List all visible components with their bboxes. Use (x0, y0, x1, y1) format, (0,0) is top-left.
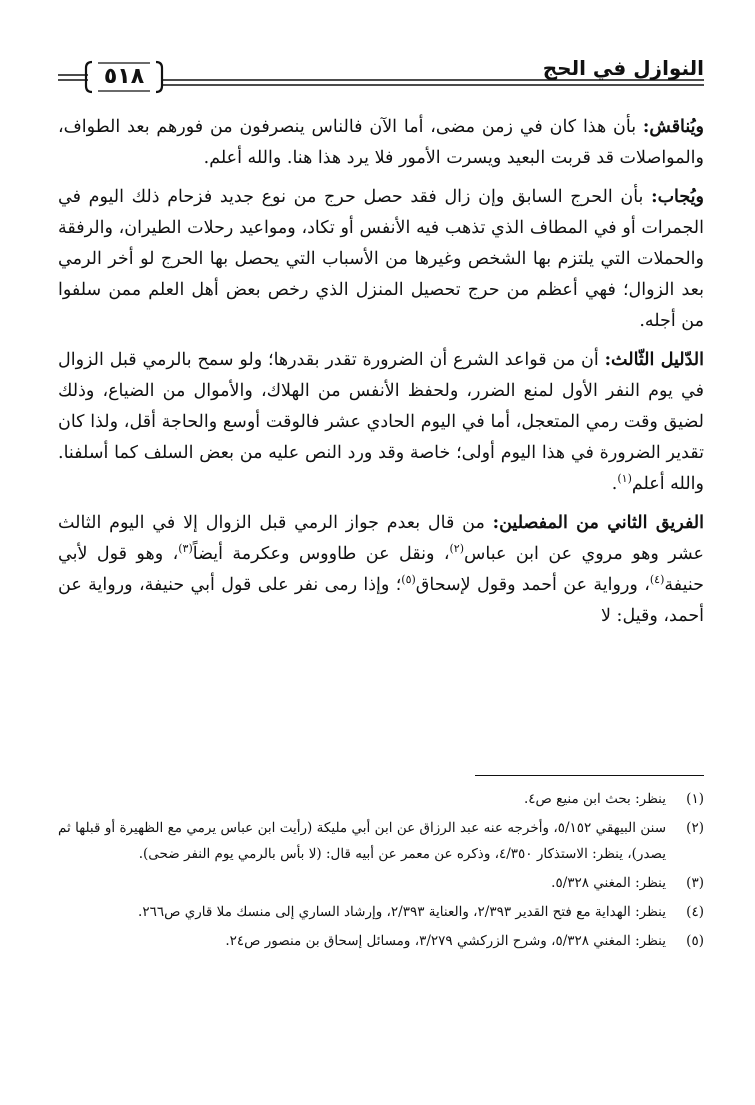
paragraph-lead: ويُناقش: (642, 117, 704, 137)
footnote-item (58, 815, 704, 867)
paragraph-text: بأن هذا كان في زمن مضى، أما الآن فالناس ينصرفون من فورهم بعد الطواف، والمواصلات قد قربت البعيد ويسرت الأمور فلا يرد هذا هنا. والله أعلم. (58, 117, 704, 168)
footnote-reference: (٥) (401, 573, 416, 587)
paragraph-text: ، ورواية عن أحمد وقول لإسحاق (415, 575, 650, 595)
running-title: النوازل في الحج (542, 56, 704, 80)
footnote-item (58, 870, 704, 896)
paragraph-text: ؛ وإذا رمى نفر على قول أبي حنيفة، ورواية عن أحمد، وقيل: لا (58, 575, 704, 626)
footnote-reference: (١) (617, 472, 632, 486)
footnote-text: ينظر: المغني ٥/٣٢٨، وشرح الزركشي ٣/٢٧٩، ومسائل إسحاق بن منصور ص٢٤. (225, 933, 666, 949)
paragraph-lead: الفريق الثاني من المفصلين: (492, 513, 704, 533)
footnote-item (58, 786, 704, 812)
paragraph (58, 112, 704, 174)
footnote-number: (٣) (686, 875, 704, 891)
page-number: ٥١٨ (103, 64, 145, 89)
page-header (58, 50, 704, 100)
paragraph-text: من قال بعدم جواز الرمي قبل الزوال إلا في اليوم الثالث عشر وهو مروي عن ابن عباس (58, 513, 705, 564)
paragraph (58, 345, 704, 500)
footnote-number: (٢) (686, 820, 704, 836)
main-text (58, 112, 704, 640)
paragraph-lead: ويُجاب: (651, 187, 704, 207)
paragraph-text: بأن الحرج السابق وإن زال فقد حصل حرج من نوع جديد فزحام ذلك اليوم في الجمرات أو في المطاف الذي تذهب فيه الأنفس أو تكاد، ومواعيد رحلات الطيران، والرفقة والحملات التي يلتزم بها الشخص وغيرها من الأسباب التي يحصل بها الحرج لو أخر الرمي بعد الزوال؛ فهي أعظم من حرج تحصيل المنزل الذي رخص بعض أهل العلم ممن سلفوا من أجله. (58, 187, 704, 331)
footnote-text: سنن البيهقي ٥/١٥٢، وأخرجه عنه عبد الرزاق عن ابن أبي مليكة (رأيت ابن عباس يرمي مع الظهيرة أو قبلها ثم يصدر)، ينظر: الاستذكار ٤/٣٥٠، وذكره عن معمر عن أبيه قال: (لا بأس بالرمي يوم النفر ضحى). (58, 820, 667, 862)
footnote-reference: (٣) (178, 542, 193, 556)
paragraph-text: . (611, 474, 618, 494)
footnote-item (58, 899, 704, 925)
footnote-text: ينظر: الهداية مع فتح القدير ٢/٣٩٣، والعناية ٢/٣٩٣، وإرشاد الساري إلى منسك ملا قاري ص٢٦٦. (138, 904, 666, 920)
footnote-separator (475, 775, 704, 776)
paragraph-lead: الدّليل الثّالث: (604, 350, 704, 370)
paragraph (58, 182, 704, 337)
paragraph (58, 508, 704, 632)
footnote-reference: (٤) (649, 573, 665, 587)
paragraph-text: ، ونقل عن طاووس وعكرمة أيضاً (192, 544, 450, 564)
footnote-reference: (٢) (449, 542, 464, 556)
footnote-text: ينظر: المغني ٥/٣٢٨. (551, 875, 666, 891)
footnote-number: (١) (686, 791, 704, 807)
footnote-number: (٥) (686, 933, 704, 949)
paragraph-text: أن من قواعد الشرع أن الضرورة تقدر بقدرها؛ ولو سمح بالرمي قبل الزوال في يوم النفر الأول لمنع الضرر، ولحفظ الأنفس من الهلاك، والأموال من الضياع، وذلك لضيق وقت رمي المتعجل، أما في اليوم الحادي عشر فالوقت أوسع والحاجة أقل، ولذا كان تقدير الضرورة في هذا اليوم أولى؛ خاصة وقد ورد النص عليه من بعض السلف كما أسلفنا. والله أعلم (58, 350, 704, 494)
footnote-item (58, 928, 704, 954)
footnote-number: (٤) (686, 904, 704, 920)
paragraph-text: ، وهو قول لأبي حنيفة (58, 544, 704, 595)
footnotes (58, 786, 704, 957)
footnote-text: ينظر: بحث ابن منيع ص٤. (523, 791, 666, 807)
